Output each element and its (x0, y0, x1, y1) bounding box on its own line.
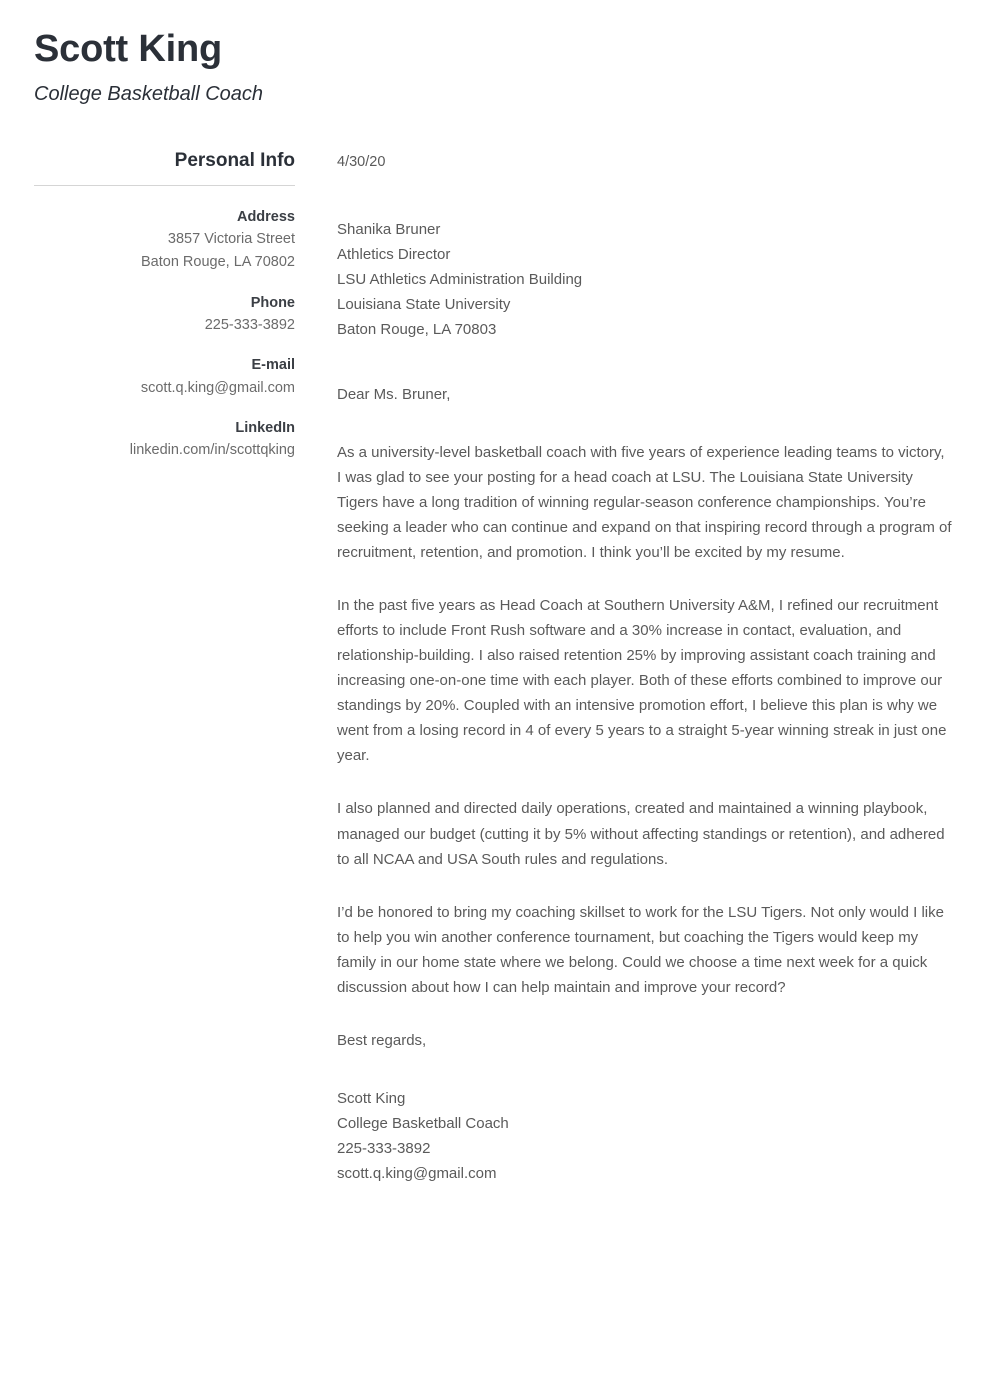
candidate-job-title: College Basketball Coach (34, 82, 264, 105)
recipient-address-block (337, 217, 952, 342)
info-group-email (34, 354, 295, 400)
body-paragraph-1: As a university-level basketball coach with five years of experience leading teams to victory, I was glad to see your posting for a head coach at LSU. The Louisiana State University Tigers have a long tradition of winning regular-season conference championships. You’re seeking a leader who can continue and expand on that inspiring record through a program of recruitment, retention, and promotion. I think you’ll be excited by my resume. (337, 443, 952, 562)
signature-name: Scott King (337, 1089, 406, 1107)
cover-letter-body (337, 150, 952, 1186)
signature-job-title: College Basketball Coach (337, 1114, 509, 1132)
personal-info-sidebar (34, 150, 295, 480)
info-group-phone (34, 292, 295, 338)
signature-block (337, 1086, 952, 1186)
signature-email[interactable]: scott.q.king@gmail.com (337, 1165, 497, 1182)
sidebar-divider (34, 185, 295, 186)
recipient-name: Shanika Bruner (337, 220, 441, 238)
info-value-address-street: 3857 Victoria Street (167, 231, 295, 248)
info-label-linkedin: LinkedIn (235, 419, 295, 436)
body-paragraph-3: I also planned and directed daily operations, created and maintained a winning playbook, managed our budget (cutting it by 5% without affecting standings or retention), and adhered to all NCAA and USA South rules and regulations. (337, 800, 945, 868)
recipient-organization: Louisiana State University (337, 295, 511, 313)
info-value-address-city: Baton Rouge, LA 70802 (141, 254, 295, 271)
recipient-city-state-zip: Baton Rouge, LA 70803 (337, 320, 497, 338)
sidebar-heading: Personal Info (174, 150, 295, 171)
info-label-email: E-mail (251, 357, 295, 374)
recipient-job-title: Athletics Director (337, 245, 451, 263)
info-group-linkedin (34, 417, 295, 463)
body-paragraph-4: I’d be honored to bring my coaching skillset to work for the LSU Tigers. Not only would I like to help you win another conference tournament, but coaching the Tigers would keep my family in our home state where we belong. Could we choose a time next week for a quick discussion about how I can help maintain and improve your record? (337, 903, 944, 996)
info-group-address (34, 206, 295, 275)
page-title: Scott King (34, 28, 222, 70)
letter-date: 4/30/20 (337, 154, 386, 170)
info-label-phone: Phone (250, 294, 295, 311)
info-label-address: Address (236, 208, 295, 225)
salutation: Dear Ms. Bruner, (337, 385, 451, 403)
info-value-linkedin[interactable]: linkedin.com/in/scottqking (129, 442, 295, 459)
body-paragraph-2: In the past five years as Head Coach at Southern University A&M, I refined our recruitment efforts to include Front Rush software and a 30% increase in contact, evaluation, and relationship-building. I also raised retention 25% by improving assistant coach training and increasing one-on-one time with each player. Both of these efforts combined to improve our standings by 20%. Coupled with an intensive promotion effort, I believe this plan is why we went from a losing record in 4 of every 5 years to a straight 5-year winning streak in just one year. (337, 597, 947, 765)
info-value-email[interactable]: scott.q.king@gmail.com (140, 379, 295, 396)
signature-phone: 225-333-3892 (337, 1139, 431, 1157)
document-header (34, 28, 634, 107)
recipient-building: LSU Athletics Administration Building (337, 270, 583, 288)
closing-salutation: Best regards, (337, 1031, 427, 1049)
info-value-phone: 225-333-3892 (204, 317, 295, 334)
